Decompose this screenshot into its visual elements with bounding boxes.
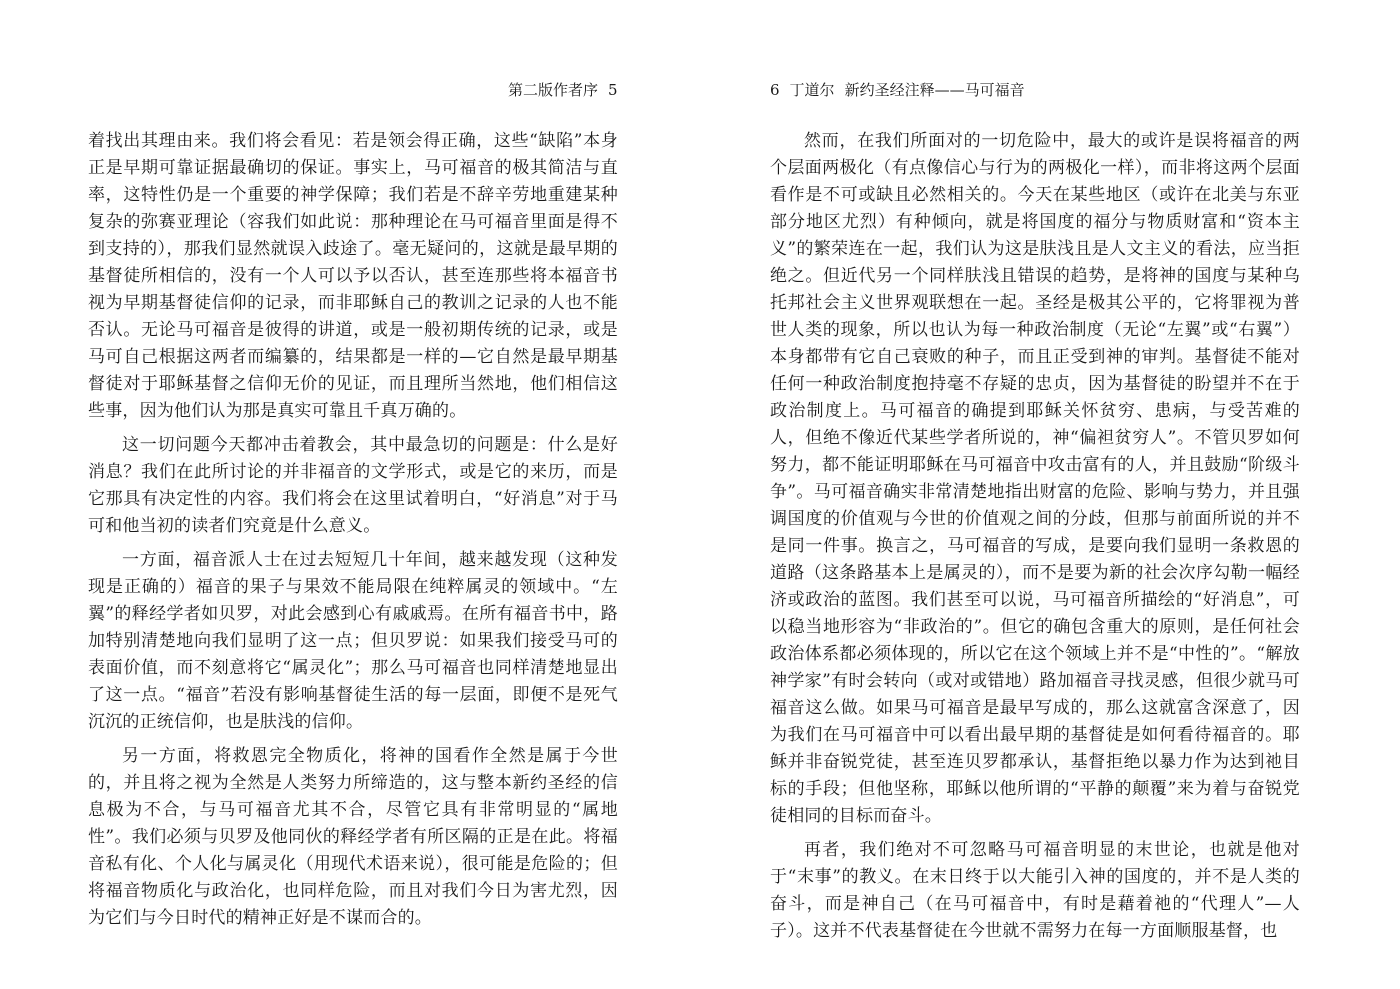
right-running-head xyxy=(770,79,1025,101)
paragraph: 另一方面，将救恩完全物质化，将神的国看作全然是属于今世的，并且将之视为全然是人类努力所缔造的，这与整本新约圣经的信息极为不合，与马可福音尤其不合，尽管它具有非常明显的“属地性”。我们必须与贝罗及他同伙的释经学者有所区隔的正是在此。将福音私有化、个人化与属灵化（用现代术语来说），很可能是危险的；但将福音物质化与政治化，也同样危险，而且对我们今日为害尤烈，因为它们与今日时代的精神正好是不谋而合的。 xyxy=(88,746,618,928)
page-number: 6 xyxy=(770,81,780,99)
chapter-title: 第二版作者序 xyxy=(508,81,599,99)
page-number: 5 xyxy=(608,81,618,99)
series-title: 新约圣经注释——马可福音 xyxy=(844,81,1025,99)
right-body-text xyxy=(770,128,1300,952)
paragraph: 着找出其理由来。我们将会看见：若是领会得正确，这些“缺陷”本身正是早期可靠证据最确切的保证。事实上，马可福音的极其简洁与直率，这特性仍是一个重要的神学保障；我们若是不辞辛劳地重建某种复杂的弥赛亚理论（容我们如此说：那种理论在马可福音里面是得不到支持的），那我们显然就误入歧途了。毫无疑问的，这就是最早期的基督徒所相信的，没有一个人可以予以否认，甚至连那些将本福音书视为早期基督徒信仰的记录，而非耶稣自己的教训之记录的人也不能否认。无论马可福音是彼得的讲道，或是一般初期传统的记录，或是马可自己根据这两者而编纂的，结果都是一样的—它自然是最早期基督徒对于耶稣基督之信仰无价的见证，而且理所当然地，他们相信这些事，因为他们认为那是真实可靠且千真万确的。 xyxy=(88,131,618,421)
paragraph: 再者，我们绝对不可忽略马可福音明显的末世论，也就是他对于“末事”的教义。在末日终于以大能引入神的国度的，并不是人类的奋斗，而是神自己（在马可福音中，有时是藉着祂的“代理人”—人子）。这并不代表基督徒在今世就不需努力在每一方面顺服基督，也 xyxy=(770,840,1300,941)
paragraph: 一方面，福音派人士在过去短短几十年间，越来越发现（这种发现是正确的）福音的果子与果效不能局限在纯粹属灵的领域中。“左翼”的释经学者如贝罗，对此会感到心有戚戚焉。在所有福音书中，路加特别清楚地向我们显明了这一点；但贝罗说：如果我们接受马可的表面价值，而不刻意将它“属灵化”；那么马可福音也同样清楚地显出了这一点。“福音”若没有影响基督徒生活的每一层面，即便不是死气沉沉的正统信仰，也是肤浅的信仰。 xyxy=(88,550,618,732)
left-running-head xyxy=(508,79,628,101)
paragraph: 然而，在我们所面对的一切危险中，最大的或许是误将福音的两个层面两极化（有点像信心与行为的两极化一样），而非将这两个层面看作是不可或缺且必然相关的。今天在某些地区（或许在北美与东亚部分地区尤烈）有种倾向，就是将国度的福分与物质财富和“资本主义”的繁荣连在一起，我们认为这是肤浅且是人文主义的看法，应当拒绝之。但近代另一个同样肤浅且错误的趋势，是将神的国度与某种乌托邦社会主义世界观联想在一起。圣经是极其公平的，它将罪视为普世人类的现象，所以也认为每一种政治制度（无论“左翼”或“右翼”）本身都带有它自己衰败的种子，而且正受到神的审判。基督徒不能对任何一种政治制度抱持毫不存疑的忠贞，因为基督徒的盼望并不在于政治制度上。马可福音的确提到耶稣关怀贫穷、患病，与受苦难的人，但绝不像近代某些学者所说的，神“偏袒贫穷人”。不管贝罗如何努力，都不能证明耶稣在马可福音中攻击富有的人，并且鼓励“阶级斗争”。马可福音确实非常清楚地指出财富的危险、影响与势力，并且强调国度的价值观与今世的价值观之间的分歧，但那与前面所说的并不是同一件事。换言之，马可福音的写成，是要向我们显明一条救恩的道路（这条路基本上是属灵的），而不是要为新的社会次序勾勒一幅经济或政治的蓝图。我们甚至可以说，马可福音所描绘的“好消息”，可以稳当地形容为“非政治的”。但它的确包含重大的原则，是任何社会政治体系都必须体现的，所以它在这个领域上并不是“中性的”。“解放神学家”有时会转向（或对或错地）路加福音寻找灵感，但很少就马可福音这么做。如果马可福音是最早写成的，那么这就富含深意了，因为我们在马可福音中可以看出最早期的基督徒是如何看待福音的。耶稣并非奋锐党徒，甚至连贝罗都承认，基督拒绝以暴力作为达到祂目标的手段；但他坚称，耶稣以他所谓的“平静的颠覆”来为着与奋锐党徒相同的目标而奋斗。 xyxy=(770,131,1300,826)
paragraph: 这一切问题今天都冲击着教会，其中最急切的问题是：什么是好消息？我们在此所讨论的并非福音的文学形式，或是它的来历，而是它那具有决定性的内容。我们将会在这里试着明白，“好消息”对于马可和他当初的读者们究竟是什么意义。 xyxy=(88,435,618,536)
left-body-text xyxy=(88,128,618,939)
right-page xyxy=(700,0,1400,989)
author-name: 丁道尔 xyxy=(789,81,835,99)
